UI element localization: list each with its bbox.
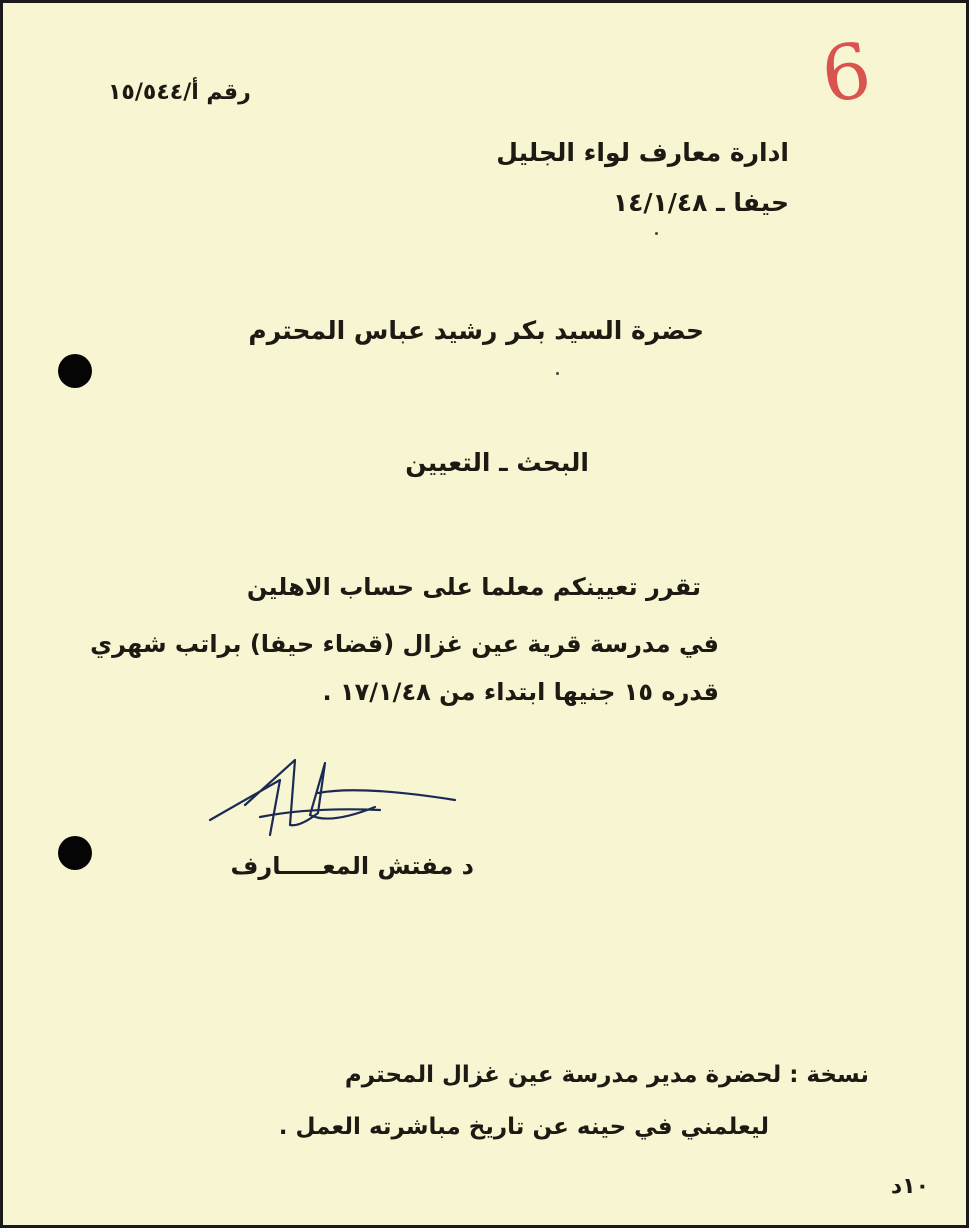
body-line-3: قدره ١٥ جنيها ابتداء من ١٧/١/٤٨ . xyxy=(322,678,719,706)
signatory-title: د مفتش المعـــــارف xyxy=(230,852,474,880)
paper-speck xyxy=(556,372,559,375)
reference-number: رقم أ/١٥/٥٤٤ xyxy=(108,80,251,105)
page-code: ١٠د xyxy=(890,1174,929,1199)
punch-hole-bottom xyxy=(58,836,92,870)
folio-number: 6 xyxy=(816,25,877,120)
copy-to-line: نسخة : لحضرة مدير مدرسة عين غزال المحترم xyxy=(344,1062,869,1088)
salutation: حضرة السيد بكر رشيد عباس المحترم xyxy=(248,316,704,345)
place-and-date: حيفا ـ ١٤/١/٤٨ xyxy=(612,188,789,217)
sender-department: ادارة معارف لواء الجليل xyxy=(496,138,789,167)
handwritten-signature xyxy=(200,755,470,845)
body-line-1: تقرر تعيينكم معلما على حساب الاهلين xyxy=(246,573,701,601)
body-line-2: في مدرسة قرية عين غزال (قضاء حيفا) براتب شهري xyxy=(90,630,719,658)
punch-hole-top xyxy=(58,354,92,388)
subject-line: البحث ـ التعيين xyxy=(405,448,589,477)
copy-instruction-line: ليعلمني في حينه عن تاريخ مباشرته العمل . xyxy=(278,1114,769,1140)
paper-speck xyxy=(655,232,658,235)
